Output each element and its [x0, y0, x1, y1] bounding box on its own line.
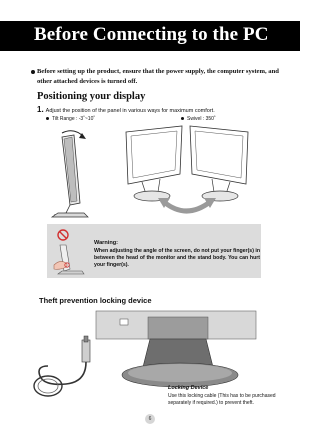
- locking-device-text: Use this locking cable (This has to be purchased separately if required.) to prevent theft.: [168, 393, 276, 406]
- intro-bullet: [31, 70, 35, 74]
- section-title: Positioning your display: [37, 91, 146, 102]
- step-1: [37, 105, 215, 114]
- lock-cable-illustration: [26, 336, 96, 406]
- swivel-label: Swivel : 350˚: [187, 116, 216, 122]
- warning-title: Warning:: [94, 240, 119, 246]
- finger-pinch-illustration: [52, 243, 86, 277]
- prohibited-icon: [57, 229, 69, 241]
- stand-back-illustration: [90, 307, 260, 397]
- swivel-monitors-illustration: [122, 122, 254, 217]
- tilt-range-item: [46, 116, 95, 122]
- tilt-bullet: [46, 117, 49, 120]
- page-number: 6: [145, 414, 155, 424]
- theft-section-title: Theft prevention locking device: [39, 296, 152, 305]
- header-bar: [0, 21, 300, 51]
- swivel-bullet: [181, 117, 184, 120]
- warning-text: When adjusting the angle of the screen, do not put your finger(s) in between the head of the monitor and the stand body. You can hurt your finger(s).: [94, 248, 260, 268]
- locking-device-title: Locking Device: [168, 385, 209, 391]
- step-text: Adjust the position of the panel in various ways for maximum comfort.: [45, 108, 215, 114]
- tilt-monitor-illustration: [44, 125, 104, 220]
- page-title: Before Connecting to the PC: [34, 24, 269, 45]
- intro-text: Before setting up the product, ensure that the power supply, the computer system, and other attached devices is turned off.: [37, 68, 279, 85]
- step-number: 1.: [37, 105, 44, 114]
- tilt-range-label: Tilt Range : -3˚~10˚: [52, 116, 96, 122]
